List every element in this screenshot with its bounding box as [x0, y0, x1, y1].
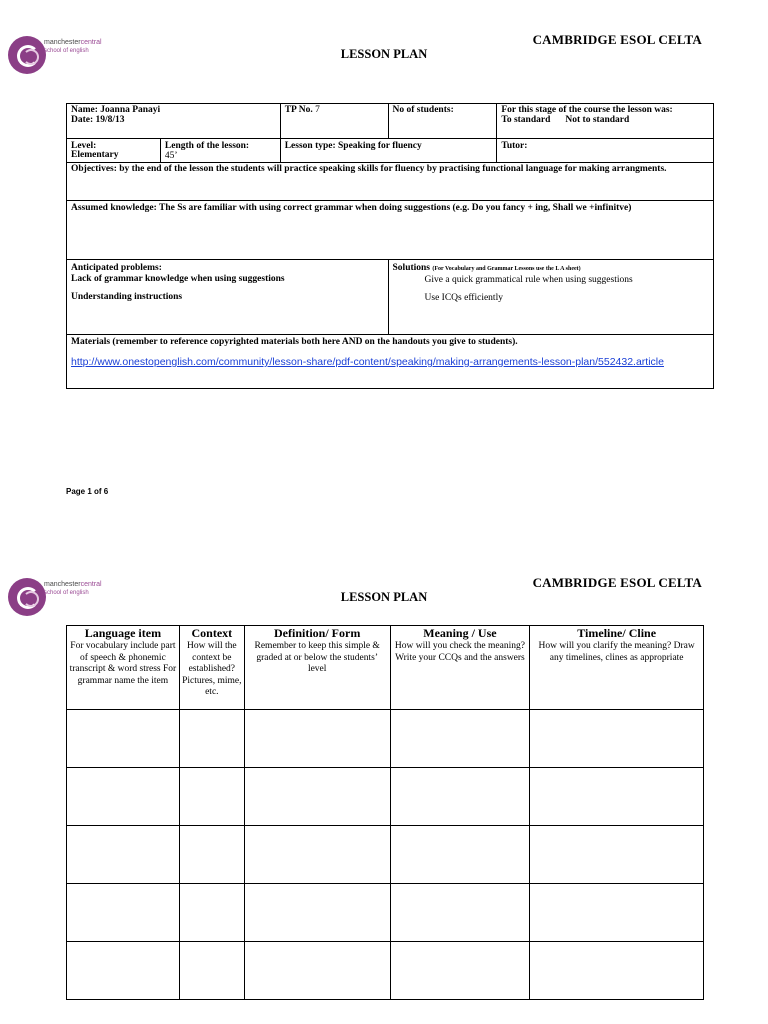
column-header-context: Context How will the context be established? Pictures, mime, etc.: [179, 626, 244, 710]
level-cell: Level: Elementary: [67, 139, 161, 163]
table-cell[interactable]: [244, 884, 390, 942]
column-header-language-item: Language item For vocabulary include part of speech & phonemic transcript & word stress For grammar name the item: [67, 626, 180, 710]
name-field: Name: Joanna Panayi: [71, 105, 161, 115]
tutor-cell: Tutor:: [497, 139, 714, 163]
table-cell[interactable]: [530, 942, 704, 1000]
anticipated-problems-cell: Anticipated problems: Lack of grammar knowledge when using suggestions Understanding instructions: [67, 260, 389, 335]
table-cell[interactable]: [530, 826, 704, 884]
solution-item: Give a quick grammatical rule when using suggestions: [424, 275, 633, 285]
assumed-knowledge-cell: Assumed knowledge: The Ss are familiar with using correct grammar when doing suggestions (e.g. Do you fancy + ing, Shall we +infinitve): [67, 201, 714, 260]
students-cell: No of students:: [388, 104, 497, 139]
page-title: LESSON PLAN: [340, 47, 428, 61]
logo-text: manchestercentral: [44, 581, 102, 588]
table-cell[interactable]: [390, 942, 530, 1000]
page-title: LESSON PLAN: [340, 590, 428, 604]
table-cell[interactable]: [179, 884, 244, 942]
table-cell[interactable]: [530, 884, 704, 942]
lesson-type-cell: Lesson type: Speaking for fluency: [280, 139, 497, 163]
table-row: [67, 710, 704, 768]
tp-cell: TP No. 7: [280, 104, 388, 139]
logo-subtext: school of english: [44, 590, 89, 596]
logo-text: manchestercentral: [44, 39, 102, 46]
length-value: 45’: [164, 151, 178, 161]
table-row: [67, 942, 704, 1000]
table-cell[interactable]: [244, 826, 390, 884]
materials-cell: Materials (remember to reference copyrighted materials both here AND on the handouts you give to students). http://www.onestopenglish.com/community/lesson-share/pdf-content/speaking/making-arrangements-lesson-plan/552432.article: [67, 335, 714, 389]
table-cell[interactable]: [67, 710, 180, 768]
name-date-cell: [67, 104, 281, 139]
table-cell[interactable]: [179, 942, 244, 1000]
table-cell[interactable]: [179, 826, 244, 884]
table-cell[interactable]: [530, 768, 704, 826]
materials-link[interactable]: http://www.onestopenglish.com/community/lesson-share/pdf-content/speaking/making-arrangements-lesson-plan/552432.article: [71, 356, 664, 368]
stage-cell: For this stage of the course the lesson was: To standard Not to standard: [497, 104, 714, 139]
length-cell: Length of the lesson: 45’: [160, 139, 280, 163]
table-cell[interactable]: [244, 768, 390, 826]
logo-subtext: school of english: [44, 48, 89, 54]
page-number: Page 1 of 6: [66, 487, 109, 496]
table-cell[interactable]: [179, 768, 244, 826]
table-cell[interactable]: [179, 710, 244, 768]
table-cell[interactable]: [67, 826, 180, 884]
table-cell[interactable]: [67, 942, 180, 1000]
table-cell[interactable]: [390, 826, 530, 884]
table-cell[interactable]: [390, 710, 530, 768]
date-field: Date: 19/8/13: [71, 115, 125, 125]
column-header-meaning-use: Meaning / Use How will you check the meaning? Write your CCQs and the answers: [390, 626, 530, 710]
table-cell[interactable]: [67, 884, 180, 942]
table-row: [67, 826, 704, 884]
table-row: [67, 768, 704, 826]
level-value: Elementary: [71, 150, 119, 160]
column-header-definition-form: Definition/ Form Remember to keep this simple & graded at or below the students’ level: [244, 626, 390, 710]
solutions-note: (For Vocabulary and Grammar Lessons use the L A sheet): [432, 266, 581, 272]
not-to-standard-option: Not to standard: [565, 115, 630, 125]
table-cell[interactable]: [390, 768, 530, 826]
solutions-cell: Solutions (For Vocabulary and Grammar Lessons use the L A sheet) Give a quick grammatical rule when using suggestions Use ICQs efficiently: [388, 260, 713, 335]
lesson-info-table: [66, 103, 714, 389]
solution-item: Use ICQs efficiently: [424, 293, 503, 303]
table-cell[interactable]: [244, 942, 390, 1000]
table-cell[interactable]: [390, 884, 530, 942]
objectives-cell: Objectives: by the end of the lesson the students will practice speaking skills for fluency by practising functional language for making arrangments.: [67, 163, 714, 201]
header-celta: CAMBRIDGE ESOL CELTA: [532, 32, 702, 47]
column-header-timeline-cline: Timeline/ Cline How will you clarify the meaning? Draw any timelines, clines as appropriate: [530, 626, 704, 710]
problem-item: Understanding instructions: [71, 292, 183, 302]
to-standard-option: To standard: [501, 115, 551, 125]
table-row: [67, 884, 704, 942]
tp-value: 7: [315, 105, 320, 115]
language-analysis-table: [66, 625, 704, 1000]
table-cell[interactable]: [530, 710, 704, 768]
table-cell[interactable]: [67, 768, 180, 826]
header-celta: CAMBRIDGE ESOL CELTA: [532, 575, 702, 590]
problem-item: Lack of grammar knowledge when using suggestions: [71, 274, 285, 284]
table-cell[interactable]: [244, 710, 390, 768]
